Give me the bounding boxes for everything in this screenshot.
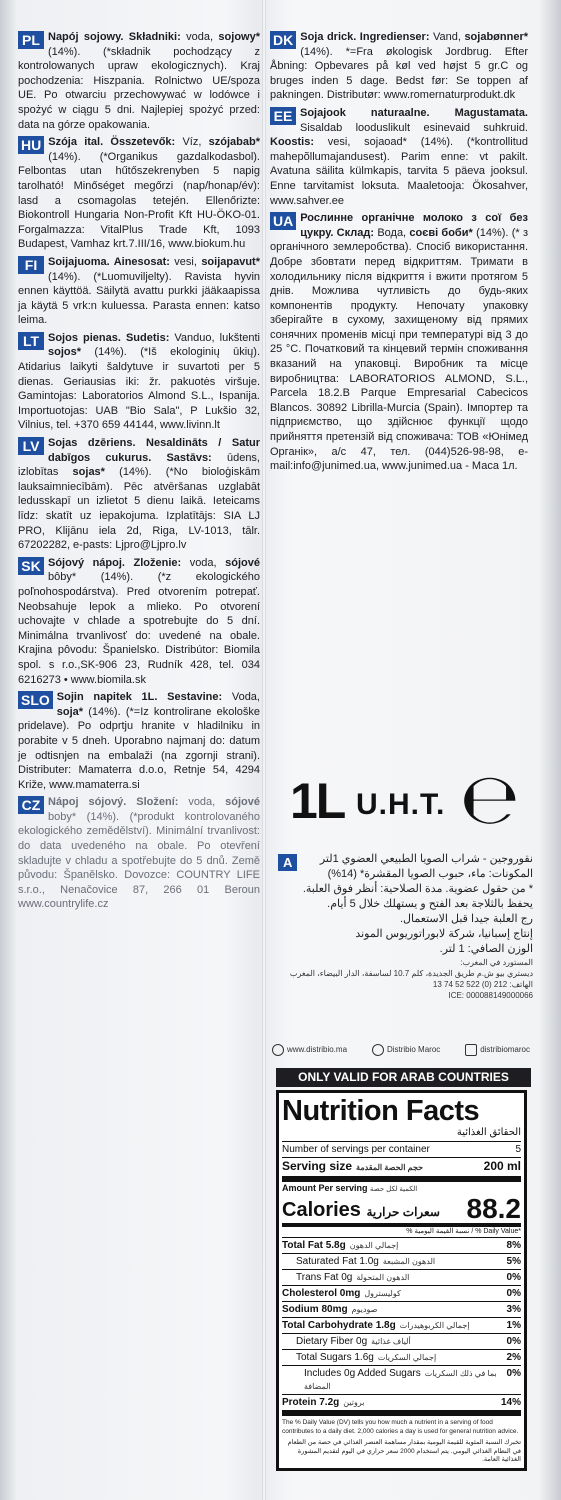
calories-value: 88.2 bbox=[466, 1193, 521, 1224]
section-bold2: sojos* bbox=[48, 346, 82, 359]
arabic-importer bbox=[278, 957, 533, 1001]
importer-line: الهاتف: 212 (0) 522 52 74 13 bbox=[432, 980, 533, 989]
section-bold2: sójové bbox=[225, 556, 260, 569]
section-text2: (14%). (*Luomuviljelty). Ravista hyvin ennen käyttöä. Säilytä avattu purkki jääkaapissa ja käytä 5 vrk:n kuluessa. Parasta ennen: katso leima. bbox=[18, 270, 260, 327]
nutrient-daily-value: 0% bbox=[506, 1336, 521, 1347]
language-badge: FI bbox=[18, 256, 44, 274]
section-text2: bôby* (14%). (*z ekologického poľnohospodárstva). Pred otvorením potrepať. Neobsahuje lepok a mlieko. Po otvorení uchovajte v chlade a spotrebujte do 5 dní. Minimálna trvanlivosť do: uvedené na obale. Krajina pôvodu: Španielsko. Distribútor: Biomila spol. s r.o.,SK-906 23, Rudník 428, tel. 034 6216273 • www.biomila.sk bbox=[18, 571, 260, 686]
serving-size-row: Serving size حجم الحصة المقدمة 200 ml bbox=[282, 1158, 521, 1182]
section-text: vesi, bbox=[169, 255, 202, 268]
nutrient-daily-value: 2% bbox=[506, 1352, 521, 1363]
lang-section-lt bbox=[18, 331, 260, 433]
section-text: Voda, bbox=[222, 691, 260, 704]
nutrient-label-arabic: كوليسترول bbox=[364, 1289, 401, 1298]
carton-seam bbox=[262, 0, 266, 1500]
nutrient-row bbox=[282, 1270, 521, 1286]
nutrient-daily-value: 0% bbox=[506, 1368, 521, 1379]
nutrition-footnote: The % Daily Value (DV) tells you how much a nutrient in a serving of food contributes to a daily diet. 2,000 calories a day is used for general nutrition advice. bbox=[282, 1419, 519, 1435]
section-bold: Sojin napitek 1L. Sestavine: bbox=[56, 691, 223, 704]
right-column bbox=[270, 30, 528, 477]
section-bold2: Koostis: bbox=[270, 136, 314, 149]
calories-row: Calories سعرات حرارية 88.2 bbox=[282, 1195, 521, 1227]
nutrient-label-arabic: إجمالي السكريات bbox=[377, 1353, 437, 1362]
section-bold2: soja* bbox=[56, 705, 84, 718]
nutrition-title-arabic: الحقائق الغذائية bbox=[282, 1127, 521, 1142]
section-bold2: sojabønner* bbox=[464, 31, 529, 43]
nutrient-daily-value: 1% bbox=[506, 1320, 521, 1331]
nutrient-daily-value: 0% bbox=[506, 1288, 521, 1299]
section-bold2: соєві боби* bbox=[409, 226, 473, 239]
only-valid-banner: ONLY VALID FOR ARAB COUNTRIES bbox=[276, 1068, 531, 1087]
section-text: Вода, bbox=[374, 226, 410, 239]
nutrient-label: Total Fat 5.8g bbox=[282, 1240, 346, 1251]
nutrient-row bbox=[282, 1395, 521, 1416]
section-text: ūdens, izlobītas bbox=[18, 451, 260, 479]
instagram-icon bbox=[465, 1044, 477, 1056]
language-badge: LT bbox=[18, 332, 44, 350]
nutrient-rows bbox=[282, 1238, 521, 1416]
section-text2: (14%). *=Fra økologisk Jordbrug. Efter Åbning: Opbevares på køl ved højst 5 gr.C og bruges inden 5 dage. Bedst før: Se toppen af pakningen. Distributør: www.romernaturprodukt.dk bbox=[270, 45, 528, 102]
nutrient-label: Dietary Fiber 0g bbox=[296, 1336, 368, 1347]
section-text2: (14%). (*Iš ekologinių ūkių). Atidarius laikyti šaldytuve ir suvartoti per 5 dienas. Geriausias iki: žr. pakuotės viršuje. Gamintojas: Laboratorios Almond S.L., Ispanija. Importuotojas: UAB "Bio Sala", P Lukšio 32, Vilnius, tel. +370 659 44144, www.livinn.lt bbox=[18, 346, 260, 432]
nutrient-label-arabic: بما في ذلك السكريات المضافة bbox=[304, 1369, 497, 1391]
language-badge: DK bbox=[270, 31, 296, 49]
estimated-sign-icon: ℮ bbox=[460, 758, 520, 840]
nutrient-row bbox=[282, 1350, 521, 1366]
section-bold: Soijajuoma. Ainesosat: bbox=[48, 255, 170, 268]
nutrient-label-arabic: صوديوم bbox=[351, 1305, 378, 1314]
section-text2: (14%). (*składnik pochodzący z kontrolowanych upraw ekologicznych). Kraj pochodzenia: Hiszpania. Rolnictwo UE/spoza UE. Po otwarciu przechowywać w lodówce i spożyć w ciągu 5 dni. Najlepiej spożyć przed: data na górze opakowania. bbox=[18, 45, 260, 131]
section-text2: boby* (14%). (*produkt kontrolovaného ekologického zemědělství). Minimální trvanlivost: do data uvedeného na obale. Po otevření skladujte v chladu a spotřebujte do 5 dnů. Země původu: Španělsko. Dovozce: COUNTRY LIFE s.r.o., Nenačovice 87, 266 01 Beroun www.countrylife.cz bbox=[18, 810, 260, 911]
language-badge: HU bbox=[18, 136, 44, 154]
nutrient-label: Protein 7.2g bbox=[282, 1397, 340, 1408]
section-text: voda, bbox=[181, 556, 226, 569]
nutrient-label-arabic: الدهون المشبعة bbox=[382, 1257, 436, 1266]
nutrient-label: Saturated Fat 1.0g bbox=[296, 1256, 379, 1267]
amount-per-serving: Amount Per serving الكمية لكل حصة bbox=[282, 1183, 418, 1193]
section-text: Sisaldab looduslikult esinevaid suhkruid. bbox=[300, 121, 528, 134]
arabic-line: * من حقول عضوية. مدة الصلاحية: أنظر فوق العلبة. bbox=[302, 883, 533, 895]
nutrient-label: Includes 0g Added Sugars bbox=[304, 1368, 421, 1379]
website-link[interactable]: www.distribio.ma bbox=[272, 1044, 347, 1056]
language-badge: A bbox=[278, 854, 297, 871]
nutrient-row bbox=[282, 1302, 521, 1318]
section-bold: Nápoj sójový. Složení: bbox=[48, 796, 179, 809]
importer-line: ديستري بيو ش.م طريق الجديدة، كلم 10.7 لساسفة، الدار البيضاء، المغرب bbox=[289, 969, 533, 978]
nutrient-row bbox=[282, 1366, 521, 1395]
arabic-lines bbox=[278, 852, 533, 957]
nutrient-label-arabic: إجمالي الدهون bbox=[349, 1241, 399, 1250]
lang-section-hu bbox=[18, 135, 260, 252]
section-text2: (14%). (* з органічного землеробства). Спосіб використання. Добре збовтати перед відкриттям. Тримати в холодильнику після відкриття і вжити протягом 5 днів. Можлива чутливість до будь-яких компонентів продукту. Непочату упаковку зберігайте в сухому, захищеному від прямих сонячних променів місці при температурі від 3 до 25 °С. Початковий та кінцевий термін споживання вказаний на упаковці. Виробник та місце виробництва: LABORATORIOS ALMOND, S.L., Parcela 18.2.B Parque Empresarial Cabecicos Blancos. 30892 Librilla-Murcia (Spain). Імпортер та підприємство, що здійснює функції щодо прийняття претензій від споживача: ТОВ «Юнімед Органік», а/с 47, тел. (044)526-98-98, e-mail:info@junimed.ua, www.junimed.ua - Маса 1л. bbox=[270, 226, 529, 473]
section-bold: Sojos pienas. Sudetis: bbox=[48, 331, 170, 344]
arabic-line: يحفظ بالثلاجة بعد الفتح و يستهلك خلال 5 أيام. bbox=[327, 898, 533, 910]
section-text: Vanduo, lukštenti bbox=[169, 331, 260, 344]
lang-section-pl bbox=[18, 30, 260, 132]
section-bold: Soja drick. Ingredienser: bbox=[300, 31, 430, 43]
nutrition-title: Nutrition Facts bbox=[282, 1095, 480, 1127]
section-bold: Рослинне органічне молоко з сої без цукру. Склад: bbox=[300, 212, 528, 239]
nutrient-label: Trans Fat 0g bbox=[296, 1272, 353, 1283]
section-text2: (14%). (*Organikus gazdalkodasbol). Felbontas utan hűtőszekrenyben 5 napig tarolható! Minőséget megőrzi (nap/honap/év): lasd a csomagolas tetején. Ellenőrizte: Biokontroll Hungaria Non-Profit Kft HU-ÖKO-01. Forgalmazza: VitalPlus Trade Kft, 1093 Budapest, Vamhaz krt.7.III/16, www.biokum.hu bbox=[18, 150, 260, 251]
nutrient-label-arabic: ألياف غذائية bbox=[371, 1337, 411, 1346]
uht-label: U.H.T. bbox=[356, 788, 446, 821]
volume-mark bbox=[290, 758, 530, 840]
facebook-icon bbox=[372, 1044, 384, 1056]
language-badge: UA bbox=[270, 212, 296, 230]
nutrient-label: Total Carbohydrate 1.8g bbox=[282, 1320, 396, 1331]
nutrient-row bbox=[282, 1238, 521, 1254]
facebook-link[interactable]: Distribio Maroc bbox=[372, 1044, 440, 1056]
nutrient-label: Total Sugars 1.6g bbox=[296, 1352, 374, 1363]
volume-amount: 1L bbox=[290, 773, 345, 829]
servings-row: Number of servings per container 5 bbox=[282, 1142, 521, 1158]
lang-section-fi bbox=[18, 255, 260, 328]
nutrient-daily-value: 5% bbox=[506, 1256, 521, 1267]
section-text2: vesi, sojaoad* (14%). (*kontrollitud mahepõllumajandusest). Parim enne: vt pakilt. Avatuna säilita külmkapis, tarvita 5 päeva jooksul. Enne tarvitamist loksuta. Maaletooja: Ökosahver, www.sahver.ee bbox=[270, 136, 528, 207]
section-bold2: sojowy* bbox=[218, 31, 260, 43]
section-bold: Sojas dzēriens. Nesaldināts / Satur dabīgos cukurus. Sastāvs: bbox=[48, 437, 260, 464]
section-bold: Napój sojowy. Składniki: bbox=[48, 31, 181, 43]
nutrient-daily-value: 0% bbox=[506, 1272, 521, 1283]
arabic-line: نقوروجين - شراب الصويا الطبيعي العضوي 1لتر bbox=[319, 853, 533, 865]
nutrient-row bbox=[282, 1334, 521, 1350]
nutrient-row bbox=[282, 1286, 521, 1302]
language-badge: LV bbox=[18, 437, 44, 455]
arabic-section bbox=[278, 852, 533, 1001]
globe-icon bbox=[272, 1044, 284, 1056]
nutrient-row bbox=[282, 1254, 521, 1270]
lang-section-cz bbox=[18, 795, 260, 912]
section-text: voda, bbox=[178, 796, 226, 809]
social-links bbox=[272, 1044, 530, 1056]
language-badge: SK bbox=[18, 557, 44, 575]
section-text: Vand, bbox=[429, 31, 465, 43]
left-column bbox=[18, 30, 260, 915]
section-bold2: soijapavut* bbox=[201, 255, 260, 268]
section-text2: (14%). (*=Iz kontrolirane ekološke pridelave). Po odprtju hranite v hladilniku in porabite v 5 dneh. Uporabno najmanj do: datum je odtisnjen na embalaži (na zgornji strani). Distributer: Mamaterra d.o.o, Retnje 54, 4294 Križe, www.mamaterra.si bbox=[18, 705, 260, 791]
nutrient-daily-value: 8% bbox=[506, 1240, 521, 1251]
nutrient-label-arabic: إجمالي الكربوهيدرات bbox=[399, 1321, 470, 1330]
section-bold: Szója ital. Összetevők: bbox=[48, 136, 176, 149]
nutrition-facts-panel bbox=[276, 1090, 527, 1471]
nutrient-label: Cholesterol 0mg bbox=[282, 1288, 361, 1299]
nutrient-daily-value: 14% bbox=[500, 1397, 521, 1408]
nutrition-footnote-arabic: تخبرك النسبة المئوية للقيمة اليومية بمقدار مساهمة العنصر الغذائي في حصة من الطعام في النظام الغذائي اليومي. يتم استخدام 2000 سعر حراري في اليوم لتقديم المشورة الغذائية العامة. bbox=[287, 1439, 521, 1463]
section-text: voda, bbox=[180, 31, 219, 43]
lang-section-ua bbox=[270, 211, 528, 474]
arabic-line: الوزن الصافي: 1 لتر. bbox=[439, 943, 533, 955]
language-badge: SLO bbox=[18, 691, 53, 709]
arabic-line: إنتاج إسبانيا، شركة لابوراتوريوس الموند bbox=[355, 928, 533, 940]
lang-section-sk bbox=[18, 556, 260, 687]
lang-section-ee bbox=[270, 106, 528, 208]
lang-section-dk bbox=[270, 30, 528, 103]
nutrient-row bbox=[282, 1318, 521, 1334]
lang-section-slo bbox=[18, 690, 260, 792]
nutrient-label: Sodium 80mg bbox=[282, 1304, 348, 1315]
section-bold: Sojajook naturaalne. Magustamata. bbox=[300, 106, 528, 119]
section-bold2: sójové bbox=[225, 796, 260, 809]
nutrient-label-arabic: الدهون المتحولة bbox=[356, 1273, 410, 1282]
importer-line: ICE: 000088149000066 bbox=[448, 991, 533, 1000]
language-badge: PL bbox=[18, 31, 44, 49]
nutrient-daily-value: 3% bbox=[506, 1304, 521, 1315]
language-badge: CZ bbox=[18, 796, 44, 814]
section-text: Víz, bbox=[175, 136, 209, 149]
section-bold2: sojas* bbox=[72, 466, 105, 479]
section-bold: Sójový nápoj. Zloženie: bbox=[48, 556, 182, 569]
language-badge: EE bbox=[270, 107, 296, 125]
lang-section-lv bbox=[18, 436, 260, 553]
arabic-line: المكونات: ماء، حبوب الصويا المقشرة* (14%) bbox=[327, 868, 533, 880]
section-bold2: szójabab* bbox=[208, 136, 260, 149]
importer-line: المستورد في المغرب: bbox=[460, 958, 533, 967]
daily-value-header: % نسبة القيمة اليومية / % Daily Value* bbox=[282, 1227, 521, 1238]
arabic-line: رج العلبة جيدا قبل الاستعمال. bbox=[400, 913, 533, 925]
instagram-link[interactable]: distribiomaroc bbox=[465, 1044, 530, 1056]
nutrient-label-arabic: بروتين bbox=[343, 1398, 365, 1407]
section-text2: (14%). (*No bioloģiskām lauksaimniecībām). Pēc atvēršanas uzglabāt ledusskapī un izlietot 5 dienu laikā. Ieteicams līdz: skatīt uz iepakojuma. Izplatītājs: SIA LJ PRO, Klijānu iela 2d, Riga, LV-1013, tālr. 67202282, e-pasts: Ljpro@Ljpro.lv bbox=[18, 466, 260, 552]
